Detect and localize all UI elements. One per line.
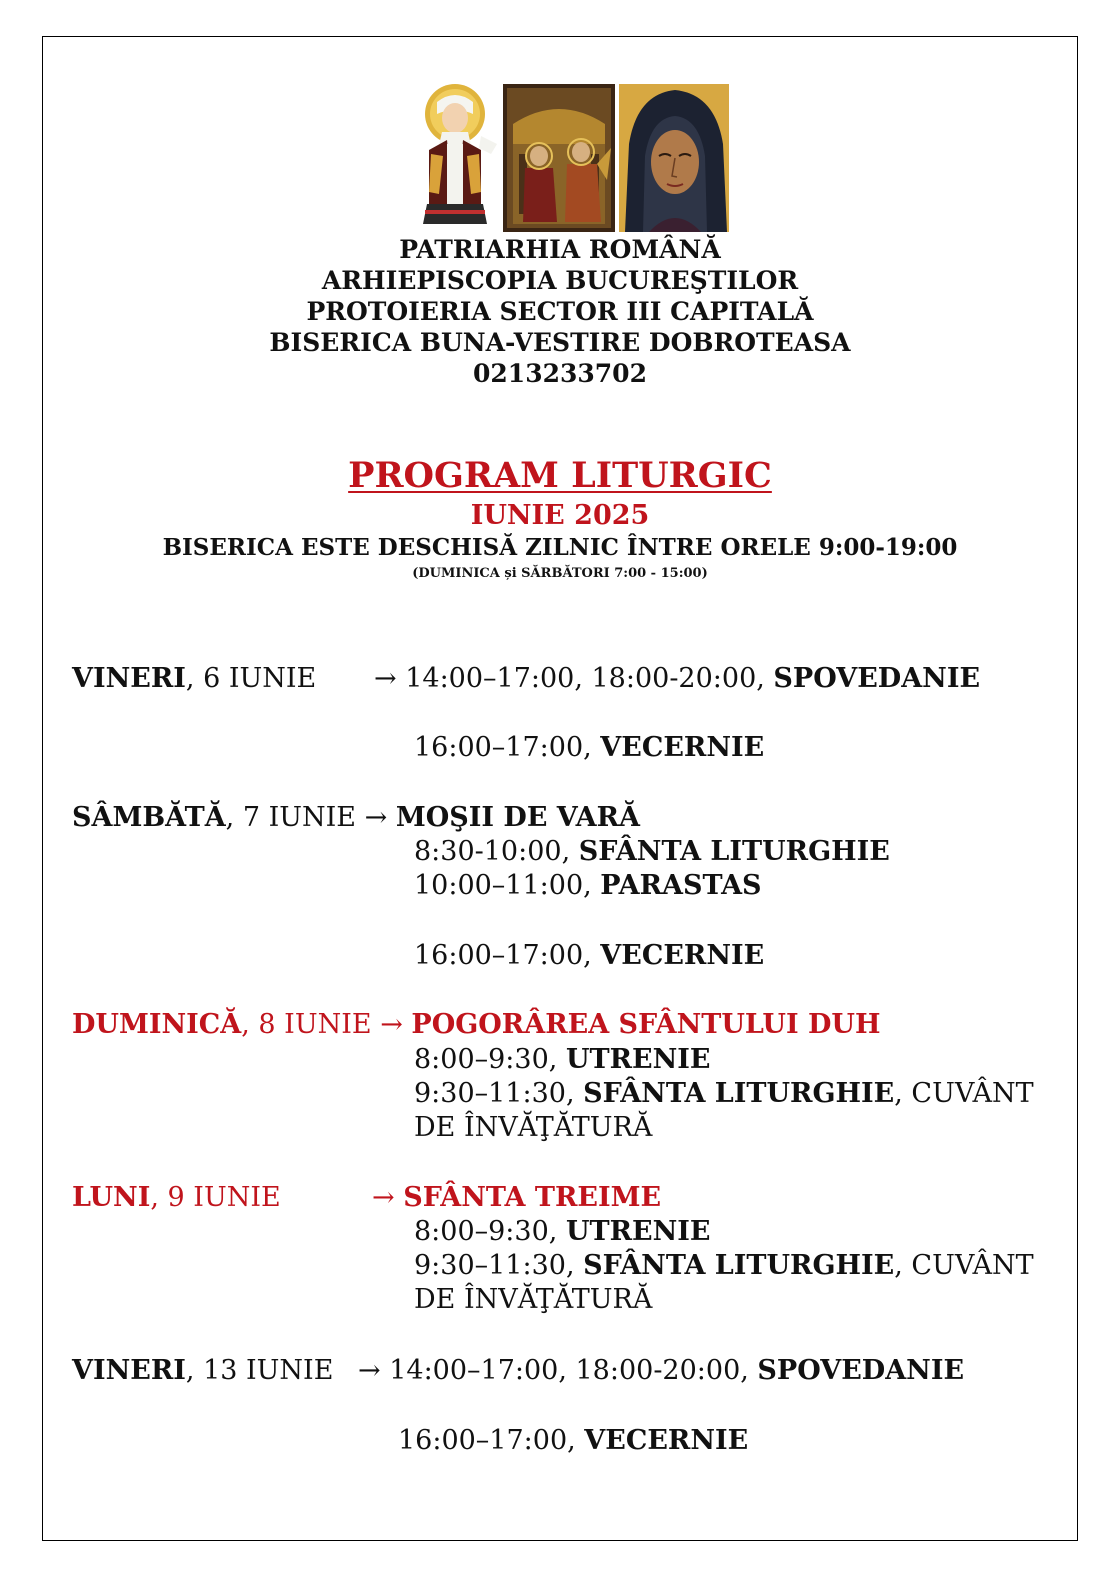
service-name: SFÂNTA LITURGHIE	[578, 836, 890, 867]
feast-name: SFÂNTA TREIME	[403, 1182, 662, 1213]
arrow: →	[374, 663, 397, 694]
service-times: 8:00–9:30,	[414, 1044, 566, 1075]
service-name: UTRENIE	[565, 1044, 711, 1075]
arrow: →	[358, 1355, 381, 1386]
schedule-day-header	[72, 1181, 281, 1215]
schedule-day-header	[72, 801, 640, 835]
arrow: →	[380, 1009, 403, 1040]
day-date: , 13 IUNIE	[185, 1355, 334, 1386]
annunciation-icon	[503, 84, 615, 232]
service-times: 16:00–17:00,	[414, 940, 601, 971]
schedule-entry	[414, 731, 764, 765]
service-name: SFÂNTA LITURGHIE	[583, 1078, 895, 1109]
feast-name: POGORÂREA SFÂNTULUI DUH	[411, 1009, 881, 1040]
schedule-entry	[414, 939, 764, 973]
service-times: 9:30–11:30,	[414, 1250, 584, 1281]
schedule-entry	[398, 1424, 748, 1458]
virgin-mary-icon	[619, 84, 729, 232]
day-date: , 9 IUNIE	[150, 1182, 281, 1213]
service-name: VECERNIE	[584, 1425, 749, 1456]
schedule-day-header	[72, 662, 316, 696]
schedule-entry	[414, 1283, 652, 1317]
service-name: SFÂNTA LITURGHIE	[583, 1250, 895, 1281]
day-name: VINERI	[72, 663, 186, 694]
day-date: , 7 IUNIE	[225, 802, 357, 833]
service-times: 9:30–11:30,	[414, 1078, 584, 1109]
service-times: 16:00–17:00,	[414, 732, 601, 763]
service-name: UTRENIE	[565, 1216, 711, 1247]
arrow: →	[372, 1182, 395, 1213]
opening-hours: BISERICA ESTE DESCHISĂ ZILNIC ÎNTRE ORELE 9:00-19:00	[162, 534, 958, 561]
service-name: VECERNIE	[600, 940, 765, 971]
schedule-entry	[374, 662, 980, 696]
service-extra: DE ÎNVĂŢĂTURĂ	[414, 1112, 653, 1143]
service-times: 16:00–17:00,	[398, 1425, 585, 1456]
schedule-day-header	[72, 1008, 880, 1042]
archdiocese-name: ARHIEPISCOPIA BUCUREŞTILOR	[321, 266, 799, 295]
service-name: VECERNIE	[600, 732, 765, 763]
church-header	[0, 234, 1120, 389]
service-name: SPOVEDANIE	[773, 663, 981, 694]
schedule-entry	[414, 835, 890, 869]
church-phone: 0213233702	[473, 359, 647, 388]
schedule-entry	[414, 869, 762, 903]
schedule-entry	[414, 1111, 652, 1145]
month-title: IUNIE 2025	[470, 500, 650, 531]
schedule-entry	[414, 1249, 1034, 1283]
day-name: SÂMBĂTĂ	[72, 802, 226, 833]
service-extra: , CUVÂNT	[894, 1250, 1034, 1281]
church-name: BISERICA BUNA-VESTIRE DOBROTEASA	[269, 328, 851, 357]
service-name: PARASTAS	[600, 870, 762, 901]
patriarchate-name: PATRIARHIA ROMÂNĂ	[399, 235, 721, 264]
day-date: , 6 IUNIE	[185, 663, 317, 694]
service-extra: , CUVÂNT	[894, 1078, 1034, 1109]
service-extra: DE ÎNVĂŢĂTURĂ	[414, 1284, 653, 1315]
arrow: →	[364, 802, 388, 833]
schedule-day-header	[72, 1354, 333, 1388]
service-name: SPOVEDANIE	[757, 1355, 965, 1386]
service-times: 10:00–11:00,	[414, 870, 601, 901]
service-times: 14:00–17:00, 18:00-20:00,	[405, 663, 774, 694]
day-name: LUNI	[72, 1182, 151, 1213]
day-date: , 8 IUNIE	[241, 1009, 372, 1040]
service-times: 8:00–9:30,	[414, 1216, 566, 1247]
opening-hours-note: (DUMINICA și SĂRBĂTORI 7:00 - 15:00)	[412, 566, 708, 581]
page-title: PROGRAM LITURGIC	[348, 455, 772, 496]
day-name: VINERI	[72, 1355, 186, 1386]
deanery-name: PROTOIERIA SECTOR III CAPITALĂ	[306, 297, 814, 326]
service-times: 14:00–17:00, 18:00-20:00,	[389, 1355, 758, 1386]
schedule-entry	[414, 1215, 710, 1249]
schedule-entry	[358, 1354, 964, 1388]
service-times: 8:30-10:00,	[414, 836, 579, 867]
schedule-feast	[372, 1181, 661, 1215]
schedule-entry	[414, 1043, 710, 1077]
saint-icon	[417, 84, 499, 232]
day-name: DUMINICĂ	[72, 1009, 242, 1040]
schedule-entry	[414, 1077, 1034, 1111]
feast-name: MOŞII DE VARĂ	[395, 802, 640, 833]
